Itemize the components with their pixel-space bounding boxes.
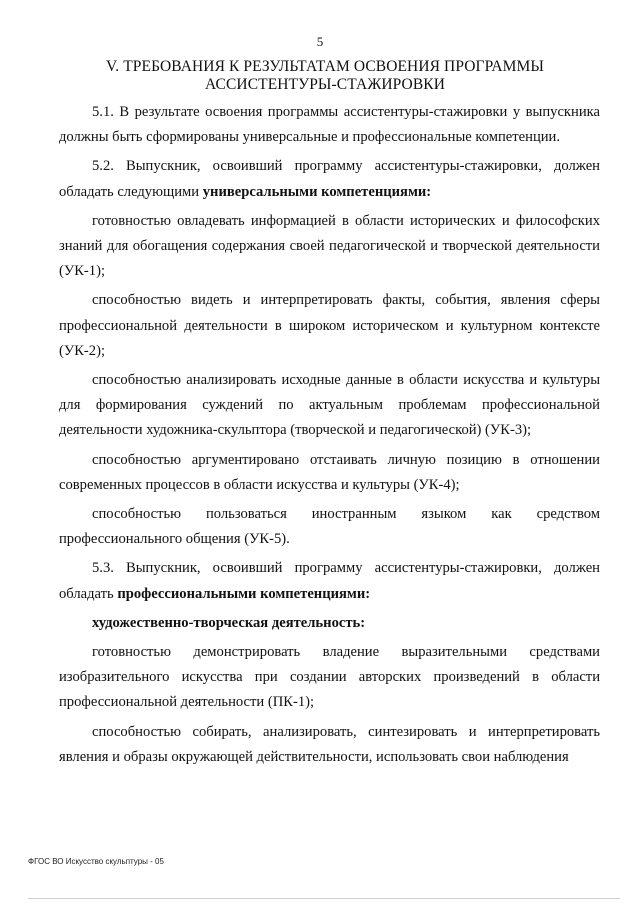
paragraph-5-1: 5.1. В результате освоения программы ассистентуры-стажировки у выпускника должны быть сформированы универсальные и профессиональные компетенции. — [59, 104, 600, 146]
document-body — [59, 100, 600, 770]
section-heading-line-1: V. ТРЕБОВАНИЯ К РЕЗУЛЬТАТАМ ОСВОЕНИЯ ПРОГРАММЫ — [105, 58, 545, 75]
competence-uk-3: способностью анализировать исходные данные в области искусства и культуры для формирования суждений по актуальным проблемам профессиональной деятельности художника-скульптора (творческой и педагогической) (УК-3); — [59, 372, 600, 439]
section-heading-line-2: АССИСТЕНТУРЫ-СТАЖИРОВКИ — [205, 76, 445, 93]
competence-uk-5: способностью пользоваться иностранным языком как средством профессионального общения (УК-5). — [59, 506, 600, 548]
paragraph-5-3-text: 5.3. Выпускник, освоивший программу ассистентуры-стажировки, должен обладать — [59, 560, 600, 602]
paragraph-5-2-text: 5.2. Выпускник, освоивший программу ассистентуры-стажировки, должен обладать следующими — [59, 158, 600, 200]
competence-pk-2: способностью собирать, анализировать, синтезировать и интерпретировать явления и образы окружающей действительности, использовать свои наблюдения — [59, 723, 600, 765]
scan-edge-line — [28, 898, 620, 899]
competence-uk-1: готовностью овладевать информацией в области исторических и философских знаний для обогащения содержания своей педагогической и творческой деятельности (УК-1); — [59, 212, 600, 280]
competence-uk-2: способностью видеть и интерпретировать факты, события, явления сферы профессиональной деятельности в широком историческом и культурном контексте (УК-2); — [59, 292, 600, 359]
page-number: 5 — [316, 34, 324, 49]
subheading-text: художественно-творческая деятельность: — [92, 614, 366, 631]
subheading-creative-activity — [59, 611, 600, 636]
competence-uk-4: способностью аргументировано отстаивать личную позицию в отношении современных процессов в области искусства и культуры (УК-4); — [59, 451, 600, 493]
paragraph-5-3-bold: профессиональными компетенциями: — [117, 585, 371, 602]
paragraph-5-3 — [59, 556, 600, 606]
document-footer: ФГОС ВО Искусство скульптуры - 05 — [28, 857, 164, 866]
section-heading — [90, 58, 560, 94]
competence-pk-1: готовностью демонстрировать владение выразительными средствами изобразительного искусства при создании авторских произведений в области профессиональной деятельности (ПК-1); — [59, 644, 600, 711]
paragraph-5-2-bold: универсальными компетенциями: — [202, 183, 432, 200]
paragraph-5-2 — [59, 154, 600, 204]
